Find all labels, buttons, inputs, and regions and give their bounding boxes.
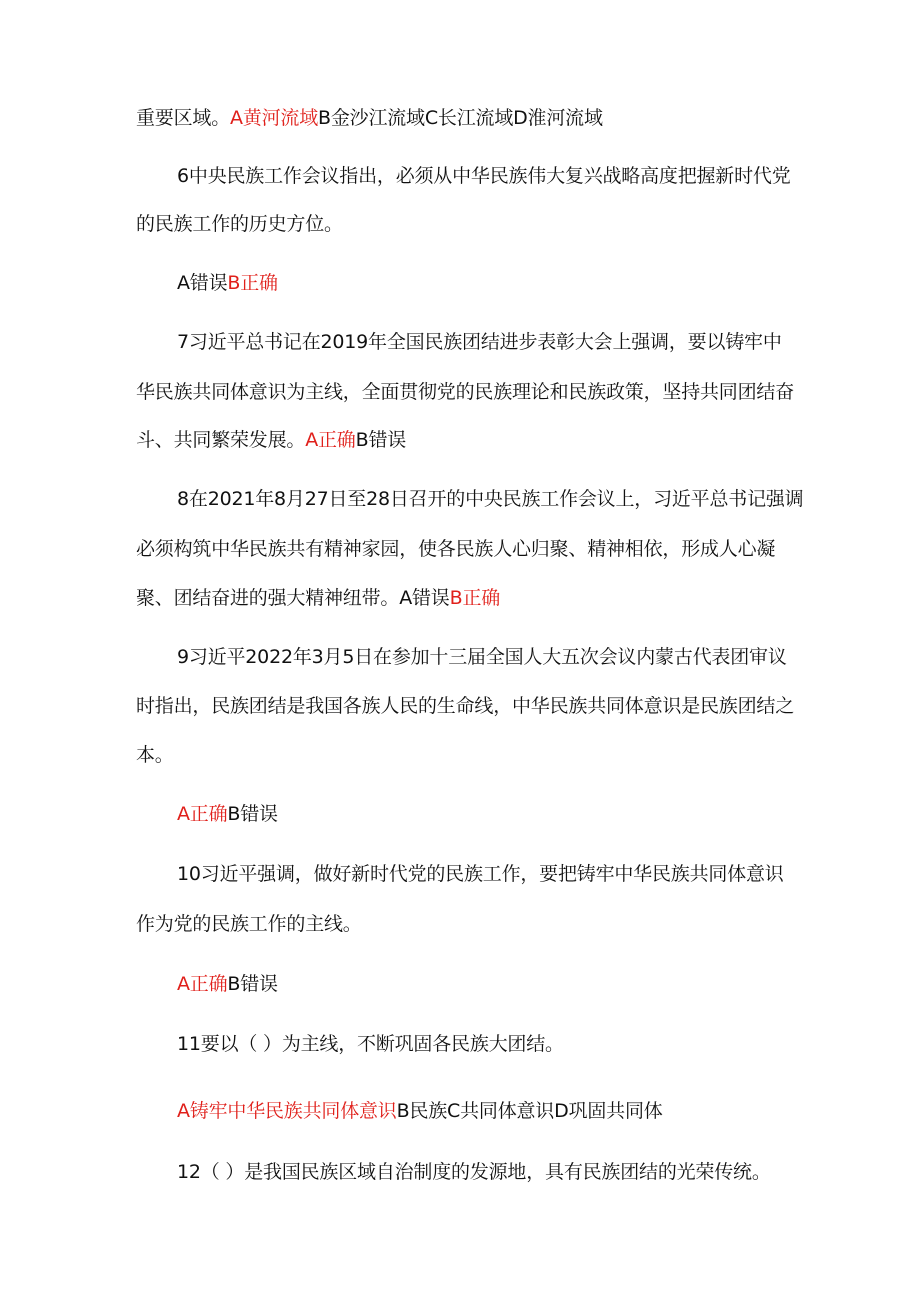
q9-option-wrong: B错误	[227, 803, 278, 825]
q10-line-1: 10习近平强调，做好新时代党的民族工作，要把铸牢中华民族共同体意识	[177, 863, 784, 885]
q11-line-1: 11要以（ ）为主线，不断巩固各民族大团结。	[177, 1033, 564, 1055]
q9-answer: A正确	[177, 803, 228, 825]
q7-line-3	[136, 428, 406, 452]
q10-option-wrong: B错误	[227, 973, 278, 995]
q7-line-1: 7习近平总书记在2019年全国民族团结进步表彰大会上强调，要以铸牢中	[177, 331, 782, 353]
q7-text: 斗、共同繁荣发展。	[136, 429, 306, 451]
q8-line-3	[136, 586, 500, 610]
q5-answer: A黄河流域	[230, 107, 319, 129]
q10-answer: A正确	[177, 973, 228, 995]
q8-option-wrong: A错误	[399, 587, 450, 609]
q6-answer: B正确	[227, 272, 278, 294]
q7-answer: A正确	[305, 429, 356, 451]
q8-answer: B正确	[449, 587, 501, 609]
q12-line-1: 12（ ）是我国民族区域自治制度的发源地，具有民族团结的光荣传统。	[177, 1161, 771, 1183]
q8-text: 聚、团结奋进的强大精神纽带。	[136, 587, 400, 609]
q8-line-2: 必须构筑中华民族共有精神家园，使各民族人心归聚、精神相依，形成人心凝	[136, 538, 776, 560]
q11-other-options: B民族C共同体意识D巩固共同体	[396, 1100, 663, 1122]
q5-other-options: B金沙江流域C长江流域D淮河流域	[318, 107, 603, 129]
q5-options-line	[136, 106, 603, 130]
q6-options	[177, 271, 278, 295]
q11-options	[177, 1099, 663, 1123]
q11-answer: A铸牢中华民族共同体意识	[177, 1100, 397, 1122]
q10-line-2: 作为党的民族工作的主线。	[136, 913, 362, 935]
q8-line-1: 8在2021年8月27日至28日召开的中央民族工作会议上，习近平总书记强调	[177, 488, 804, 510]
q5-text: 重要区域。	[136, 107, 231, 129]
q6-line-2: 的民族工作的历史方位。	[136, 213, 343, 235]
q6-line-1: 6中央民族工作会议指出，必须从中华民族伟大复兴战略高度把握新时代党	[177, 165, 791, 187]
q9-line-2: 时指出，民族团结是我国各族人民的生命线，中华民族共同体意识是民族团结之	[136, 695, 795, 717]
q7-line-2: 华民族共同体意识为主线，全面贯彻党的民族理论和民族政策，坚持共同团结奋	[136, 381, 795, 403]
q9-options	[177, 802, 278, 826]
q10-options	[177, 972, 278, 996]
q7-option-wrong: B错误	[355, 429, 407, 451]
q9-line-1: 9习近平2022年3月5日在参加十三届全国人大五次会议内蒙古代表团审议	[177, 646, 787, 668]
q9-line-3: 本。	[136, 744, 174, 766]
q6-option-wrong: A错误	[177, 272, 228, 294]
